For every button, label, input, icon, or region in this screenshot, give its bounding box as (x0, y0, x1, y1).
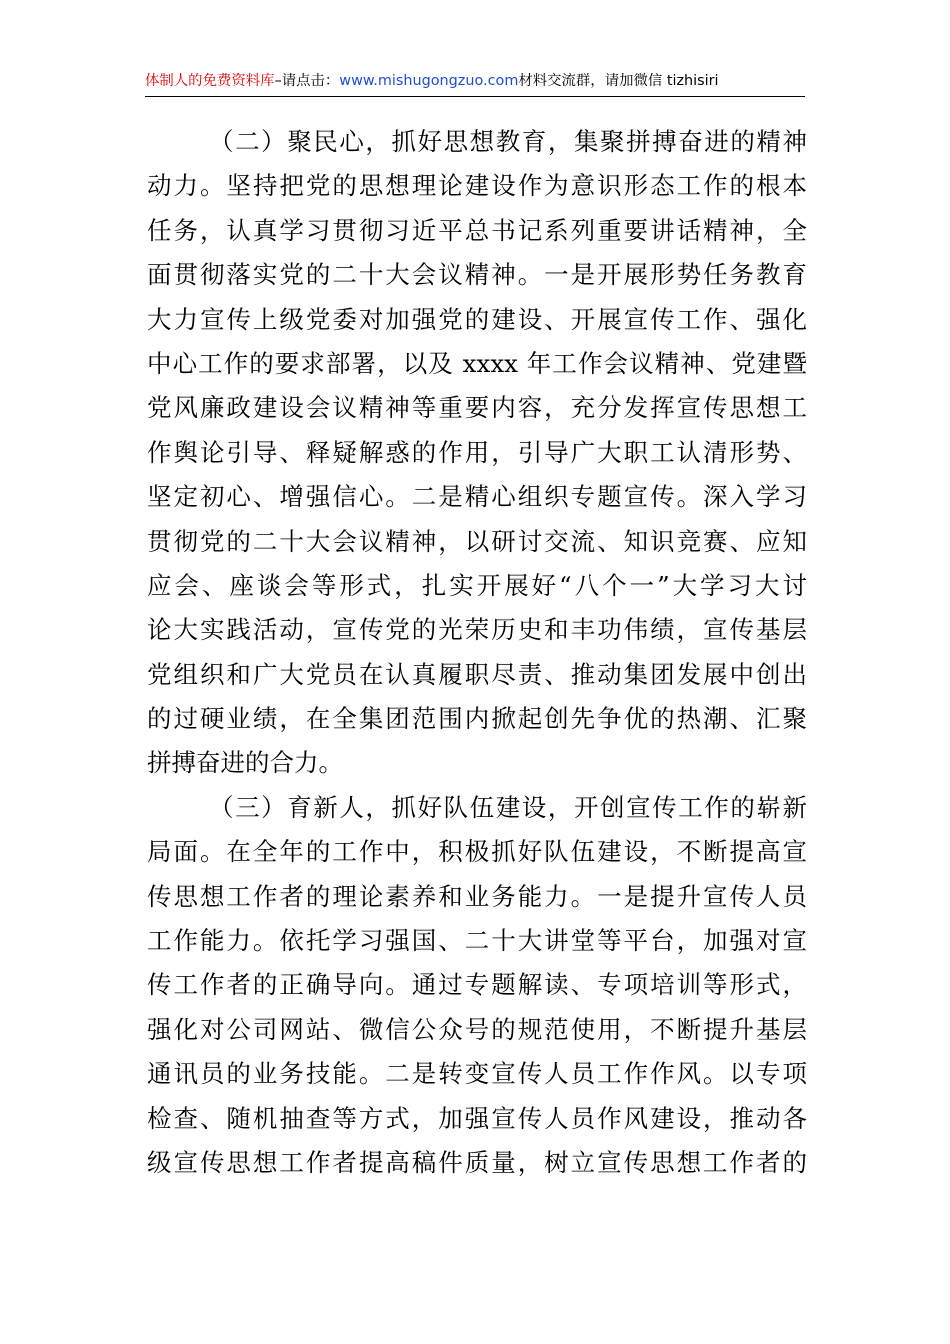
paragraph-line: 拼搏奋进的合力。 (147, 748, 343, 778)
paragraph-three (147, 786, 807, 1186)
header-brand: 体制人的免费资料库 (145, 73, 275, 89)
paragraph-line: 任务，认真学习贯彻习近平总书记系列重要讲话精神，全 (147, 215, 807, 245)
header-contact: 材料交流群，请加微信 tizhisiri (518, 73, 719, 89)
paragraph-line: 应会、座谈会等形式，扎实开展好“八个一”大学习大讨 (147, 570, 807, 600)
paragraph-line: 党组织和广大党员在认真履职尽责、推动集团发展中创出 (147, 659, 807, 689)
paragraph-line: 传工作者的正确导向。通过专题解读、专项培训等形式， (147, 970, 807, 1000)
paragraph-line: （二）聚民心，抓好思想教育，集聚拼搏奋进的精神 (209, 127, 807, 156)
paragraph-line: 级宣传思想工作者提高稿件质量，树立宣传思想工作者的 (147, 1147, 807, 1177)
header-prompt: –请点击： (274, 73, 340, 89)
paragraph-line: 坚定初心、增强信心。二是精心组织专题宣传。深入学习 (147, 482, 807, 512)
paragraph-line: （三）育新人，抓好队伍建设，开创宣传工作的崭新 (209, 792, 807, 822)
paragraph-line: 贯彻党的二十大会议精神，以研讨交流、知识竞赛、应知 (147, 526, 807, 556)
document-body (147, 120, 807, 1185)
paragraph-line: 论大实践活动，宣传党的光荣历史和丰功伟绩，宣传基层 (147, 615, 807, 645)
paragraph-line: 党风廉政建设会议精神等重要内容，充分发挥宣传思想工 (147, 393, 807, 423)
paragraph-line: 通讯员的业务技能。二是转变宣传人员工作作风。以专项 (147, 1059, 807, 1089)
paragraph-line: 动力。坚持把党的思想理论建设作为意识形态工作的根本 (147, 171, 807, 201)
paragraph-line: 检查、随机抽查等方式，加强宣传人员作风建设，推动各 (147, 1103, 807, 1133)
paragraph-line: 的过硬业绩，在全集团范围内掀起创先争优的热潮、汇聚 (147, 704, 807, 734)
paragraph-line: 面贯彻落实党的二十大会议精神。一是开展形势任务教育 (147, 260, 807, 290)
paragraph-line: 中心工作的要求部署，以及 xxxx 年工作会议精神、党建暨 (147, 348, 807, 378)
paragraph-two (147, 120, 807, 786)
document-header (145, 68, 805, 97)
paragraph-line: 工作能力。依托学习强国、二十大讲堂等平台，加强对宣 (147, 926, 807, 956)
paragraph-line: 作舆论引导、释疑解惑的作用，引导广大职工认清形势、 (147, 437, 807, 467)
paragraph-line: 传思想工作者的理论素养和业务能力。一是提升宣传人员 (147, 881, 807, 911)
header-link[interactable]: www.mishugongzuo.com (339, 73, 519, 89)
paragraph-line: 强化对公司网站、微信公众号的规范使用，不断提升基层 (147, 1014, 807, 1044)
paragraph-line: 局面。在全年的工作中，积极抓好队伍建设，不断提高宣 (147, 837, 807, 867)
paragraph-line: 大力宣传上级党委对加强党的建设、开展宣传工作、强化 (147, 304, 807, 334)
